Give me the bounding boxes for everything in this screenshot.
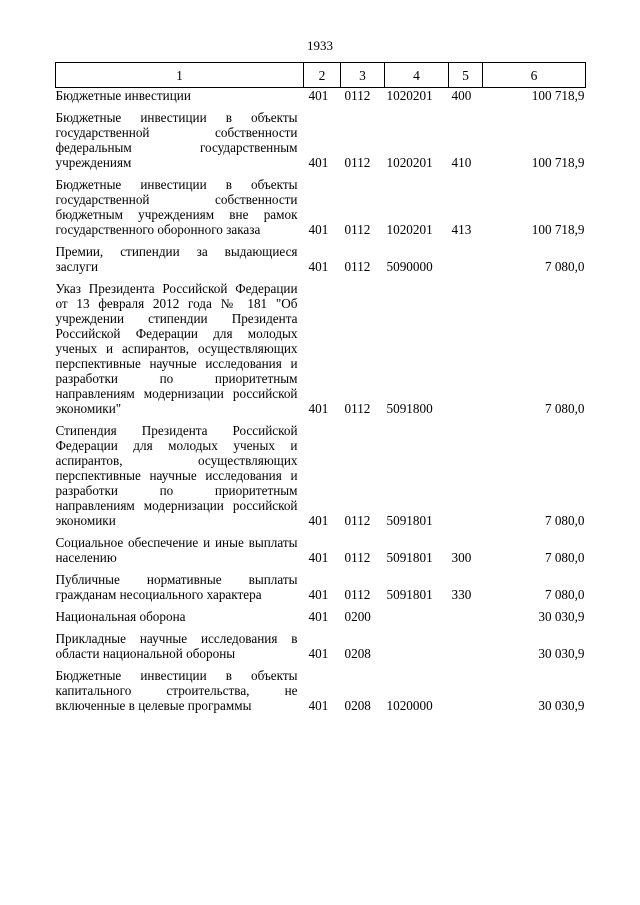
row-name: Премии, стипендии за выдающиеся заслуги <box>55 244 298 274</box>
row-code-2: 401 <box>308 222 329 237</box>
table-row <box>56 631 586 661</box>
row-code-4: 1020000 <box>386 698 433 713</box>
row-code-3: 0112 <box>344 88 371 103</box>
row-code-4: 5091801 <box>386 587 433 602</box>
table-row <box>56 177 586 237</box>
row-name: Прикладные научные исследования в области национальной обороны <box>55 631 298 661</box>
row-code-2: 401 <box>308 587 329 602</box>
row-code-5 <box>449 281 483 416</box>
row-code-3: 0112 <box>344 550 371 565</box>
table-row <box>56 535 586 565</box>
row-code-2: 401 <box>308 401 329 416</box>
row-code-5 <box>449 609 483 624</box>
row-code-2: 401 <box>308 513 329 528</box>
table-header-row <box>56 63 586 88</box>
row-sum: 30 030,9 <box>538 698 585 713</box>
table-row <box>56 572 586 602</box>
row-code-3: 0112 <box>344 513 371 528</box>
page-number: 1933 <box>307 38 333 53</box>
row-code-4: 5091800 <box>386 401 433 416</box>
budget-table <box>55 62 586 713</box>
row-sum: 100 718,9 <box>531 155 585 170</box>
row-name: Бюджетные инвестиции <box>55 88 191 103</box>
row-code-5 <box>449 244 483 274</box>
row-code-3: 0112 <box>344 401 371 416</box>
row-code-3: 0112 <box>344 259 371 274</box>
table-row <box>56 281 586 416</box>
row-code-3: 0112 <box>344 587 371 602</box>
row-sum: 100 718,9 <box>531 222 585 237</box>
row-code-3: 0200 <box>344 609 371 624</box>
row-code-5 <box>449 423 483 528</box>
row-code-4: 1020201 <box>386 155 433 170</box>
row-code-4 <box>385 609 449 624</box>
row-code-4: 5091801 <box>386 550 433 565</box>
row-sum: 7 080,0 <box>544 587 585 602</box>
row-code-5: 413 <box>451 222 472 237</box>
table-row <box>56 88 586 103</box>
column-header-6: 6 <box>483 63 586 88</box>
column-header-2: 2 <box>304 63 341 88</box>
row-name: Национальная оборона <box>55 609 186 624</box>
row-sum: 30 030,9 <box>538 646 585 661</box>
row-code-5 <box>449 631 483 661</box>
row-code-2: 401 <box>308 155 329 170</box>
row-code-3: 0208 <box>344 646 371 661</box>
row-code-2: 401 <box>308 698 329 713</box>
column-header-1: 1 <box>56 63 304 88</box>
row-code-5: 400 <box>451 88 472 103</box>
column-header-4: 4 <box>385 63 449 88</box>
row-code-2: 401 <box>308 646 329 661</box>
row-code-5: 300 <box>451 550 472 565</box>
table-row <box>56 609 586 624</box>
row-code-3: 0112 <box>344 155 371 170</box>
row-code-5: 330 <box>451 587 472 602</box>
row-sum: 7 080,0 <box>544 401 585 416</box>
row-sum: 100 718,9 <box>531 88 585 103</box>
column-header-3: 3 <box>341 63 385 88</box>
row-code-5 <box>449 668 483 713</box>
row-name: Публичные нормативные выплаты гражданам несоциального характера <box>55 572 298 602</box>
table-row <box>56 423 586 528</box>
row-code-4: 5090000 <box>386 259 433 274</box>
row-code-4: 1020201 <box>386 222 433 237</box>
table-row <box>56 110 586 170</box>
row-name: Бюджетные инвестиции в объекты государственной собственности бюджетным учреждениям вне рамок государственного оборонного заказа <box>55 177 298 237</box>
table-row <box>56 668 586 713</box>
row-sum: 7 080,0 <box>544 259 585 274</box>
row-code-4 <box>385 631 449 661</box>
row-name: Стипендия Президента Российской Федерации для молодых ученых и аспирантов, осуществляющих перспективные научные исследования и разработки по приоритетным направлениям модернизации российской экономики <box>55 423 298 528</box>
row-name: Социальное обеспечение и иные выплаты населению <box>55 535 298 565</box>
row-code-4: 1020201 <box>386 88 433 103</box>
row-code-5: 410 <box>451 155 472 170</box>
row-sum: 30 030,9 <box>538 609 585 624</box>
column-header-5: 5 <box>449 63 483 88</box>
row-code-3: 0112 <box>344 222 371 237</box>
row-code-2: 401 <box>308 609 329 624</box>
row-code-2: 401 <box>308 550 329 565</box>
row-code-2: 401 <box>308 88 329 103</box>
row-code-3: 0208 <box>344 698 371 713</box>
row-name: Бюджетные инвестиции в объекты капитального строительства, не включенные в целевые программы <box>55 668 298 713</box>
row-sum: 7 080,0 <box>544 513 585 528</box>
row-name: Указ Президента Российской Федерации от 13 февраля 2012 года № 181 "Об учреждении стипендии Президента Российской Федерации для молодых ученых и аспирантов, осуществляющих перспективные научные исследования и разработки по приоритетным направлениям модернизации российской экономики" <box>55 281 298 416</box>
table-row <box>56 244 586 274</box>
row-code-4: 5091801 <box>386 513 433 528</box>
row-sum: 7 080,0 <box>544 550 585 565</box>
row-code-2: 401 <box>308 259 329 274</box>
row-name: Бюджетные инвестиции в объекты государственной собственности федеральным государственным учреждениям <box>55 110 298 170</box>
